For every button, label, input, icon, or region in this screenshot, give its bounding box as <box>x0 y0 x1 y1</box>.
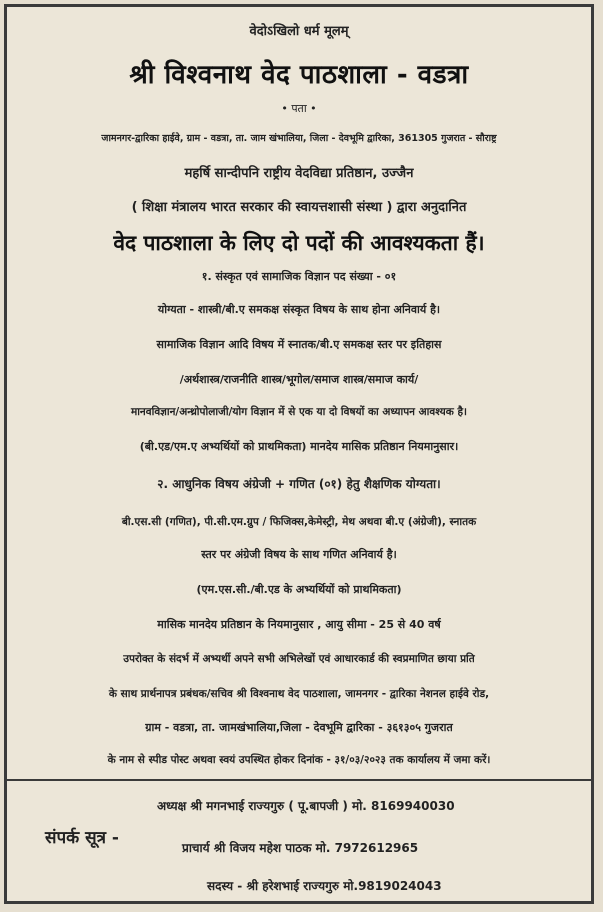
contact-president: अध्यक्ष श्री मगनभाई राज्यगुरु ( पू.बापजी ) मो. 8169940030 <box>157 799 455 813</box>
body-line: ग्राम - वडत्रा, ता. जामखंभालिया,जिला - देवभूमि द्वारिका - ३६१३०५ गुजरात <box>145 721 453 734</box>
body-line: मानवविज्ञान/अन्थ्रोपोलाजी/योग विज्ञान में से एक या दो विषयों का अध्यापन आवश्यक है। <box>130 406 468 418</box>
contact-label: संपर्क सूत्र - <box>45 828 119 848</box>
divider <box>7 779 591 781</box>
body-line: के साथ प्रार्थनापत्र प्रबंधक/सचिव श्री विश्वनाथ वेद पाठशाला, जामनगर - द्वारिका नेशनल हाईवे रोड, <box>108 688 490 700</box>
body-line: (एम.एस.सी./बी.एड के अभ्यर्थियों को प्राथमिकता) <box>196 583 402 596</box>
body-line: के नाम से स्पीड पोस्ट अथवा स्वयं उपस्थित होकर दिनांक - ३१/०३/२०२३ तक कार्यालय में जमा करें। <box>107 754 491 766</box>
advertisement-page <box>4 4 594 904</box>
institute-name: महर्षि सान्दीपनि राष्ट्रीय वेदविद्या प्रतिष्ठान, उज्जैन <box>184 166 414 181</box>
headline: वेद पाठशाला के लिए दो पदों की आवश्यकता हैं। <box>113 231 485 255</box>
body-line: २. आधुनिक विषय अंग्रेजी + गणित (०१) हेतु शैक्षणिक योग्यता। <box>157 477 441 491</box>
address-text: जामनगर-द्वारिका हाईवे, ग्राम - वडत्रा, ता. जाम खंभालिया, जिला - देवभूमि द्वारिका, 361305 गुजरात - सौराष्ट्र <box>101 133 497 144</box>
tagline: वेदोऽखिलो धर्म मूलम् <box>249 24 349 39</box>
contact-principal: प्राचार्य श्री विजय महेश पाठक मो. 7972612965 <box>182 841 419 855</box>
address-label: • पता • <box>281 102 317 115</box>
body-line: योग्यता - शास्त्री/बी.ए समकक्ष संस्कृत विषय के साथ होना अनिवार्य है। <box>157 303 441 316</box>
body-line: १. संस्कृत एवं सामाजिक विज्ञान पद संख्या - ०१ <box>201 270 397 283</box>
body-line: बी.एस.सी (गणित), पी.सी.एम.ग्रुप / फिजिक्स,केमेस्ट्री, मेथ अथवा बी.ए (अंग्रेजी), स्नातक <box>121 516 477 528</box>
body-line: उपरोक्त के संदर्भ में अभ्यर्थी अपने सभी अभिलेखों एवं आधारकार्ड की स्वप्रमाणित छाया प्रति <box>123 653 475 665</box>
affiliation-text: ( शिक्षा मंत्रालय भारत सरकार की स्वायत्तशासी संस्था ) द्वारा अनुदानित <box>131 200 467 215</box>
body-line: स्तर पर अंग्रेजी विषय के साथ गणित अनिवार्य है। <box>201 548 397 561</box>
body-line: /अर्थशास्त्र/राजनीति शास्त्र/भूगोल/समाज शास्त्र/समाज कार्य/ <box>179 373 419 386</box>
page-title: श्री विश्वनाथ वेद पाठशाला - वडत्रा <box>129 60 469 90</box>
contact-member: सदस्य - श्री हरेशभाई राज्यगुरु मो.9819024043 <box>207 879 442 893</box>
body-line: (बी.एड/एम.ए अभ्यर्थियों को प्राथमिकता) मानदेय मासिक प्रतिष्ठान नियमानुसार। <box>139 440 459 453</box>
body-line: मासिक मानदेय प्रतिष्ठान के नियमानुसार , आयु सीमा - 25 से 40 वर्ष <box>157 618 441 631</box>
body-line: सामाजिक विज्ञान आदि विषय में स्नातक/बी.ए समकक्ष स्तर पर इतिहास <box>156 338 442 351</box>
